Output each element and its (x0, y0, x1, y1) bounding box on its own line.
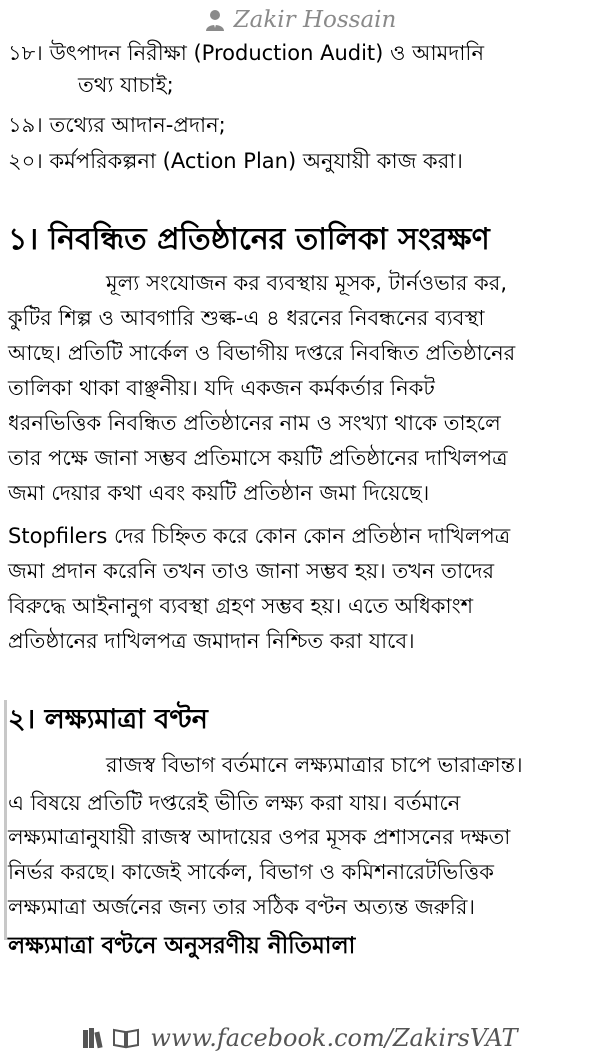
section-1-line-9: জমা প্রদান করেনি তখন তাও জানা সম্ভব হয়। তখন তাদের (8, 559, 495, 583)
section-1-line-2: কুটির শিল্প ও আবগারি শুল্ক-এ ৪ ধরনের নিবন্ধনের ব্যবস্থা (8, 306, 485, 330)
footer-url[interactable]: www.facebook.com/ZakirsVAT (150, 1024, 518, 1052)
section-1-line-5: ধরনভিত্তিক নিবন্ধিত প্রতিষ্ঠানের নাম ও সংখ্যা থাকে তাহলে (8, 411, 501, 435)
section-2-subheading: লক্ষ্যমাত্রা বণ্টনে অনুসরণীয় নীতিমালা (8, 933, 356, 959)
footer-icons (82, 1027, 140, 1049)
author-name: Zakir Hossain (233, 7, 397, 33)
section-2-heading: ২। লক্ষ্যমাত্রা বণ্টন (8, 704, 208, 735)
section-1-line-3: আছে। প্রতিটি সার্কেল ও বিভাগীয় দপ্তরে নিবন্ধিত প্রতিষ্ঠানের (8, 341, 516, 365)
list-item-18: ১৮। উৎপাদন নিরীক্ষা (Production Audit) ও আমদানি (8, 41, 484, 65)
section-1-line-4: তালিকা থাকা বাঞ্ছনীয়। যদি একজন কর্মকর্তার নিকট (8, 376, 435, 400)
section-1-line-11: প্রতিষ্ঠানের দাখিলপত্র জমাদান নিশ্চিত করা যাবে। (8, 629, 415, 653)
list-item-19: ১৯। তথ্যের আদান-প্রদান; (8, 113, 226, 137)
section-2-left-rule (4, 700, 7, 940)
footer (0, 1020, 600, 1056)
section-2-line-1: রাজস্ব বিভাগ বর্তমানে লক্ষ্যমাত্রার চাপে ভারাক্রান্ত। (106, 753, 523, 777)
section-2-line-2: এ বিষয়ে প্রতিটি দপ্তরেই ভীতি লক্ষ্য করা যায়। বর্তমানে (8, 791, 461, 815)
open-book-icon (112, 1027, 140, 1049)
section-1-heading: ১। নিবন্ধিত প্রতিষ্ঠানের তালিকা সংরক্ষণ (8, 222, 490, 257)
section-1-line-8: Stopfilers দের চিহ্নিত করে কোন কোন প্রতিষ্ঠান দাখিলপত্র (8, 524, 511, 548)
books-icon (82, 1027, 108, 1049)
section-2-line-4: নির্ভর করছে। কাজেই সার্কেল, বিভাগ ও কমিশনারেটভিত্তিক (8, 860, 494, 884)
section-1-line-1: মূল্য সংযোজন কর ব্যবস্থায় মূসক, টার্নওভার কর, (106, 271, 508, 295)
section-2-line-5: লক্ষ্যমাত্রা অর্জনের জন্য তার সঠিক বণ্টন অত্যন্ত জরুরি। (8, 895, 475, 919)
list-item-20: ২০। কর্মপরিকল্পনা (Action Plan) অনুযায়ী কাজ করা। (8, 149, 463, 173)
user-icon (204, 8, 226, 32)
watermark (0, 4, 600, 36)
section-1-line-6: তার পক্ষে জানা সম্ভব প্রতিমাসে কয়টি প্রতিষ্ঠানের দাখিলপত্র (8, 446, 508, 470)
section-1-line-7: জমা দেয়ার কথা এবং কয়টি প্রতিষ্ঠান জমা দিয়েছে। (8, 481, 430, 505)
section-1-line-10: বিরুদ্ধে আইনানুগ ব্যবস্থা গ্রহণ সম্ভব হয়। এতে অধিকাংশ (8, 594, 474, 618)
section-2-line-3: লক্ষ্যমাত্রানুযায়ী রাজস্ব আদায়ের ওপর মূসক প্রশাসনের দক্ষতা (8, 825, 511, 849)
list-item-18-continuation: তথ্য যাচাই; (78, 73, 174, 97)
